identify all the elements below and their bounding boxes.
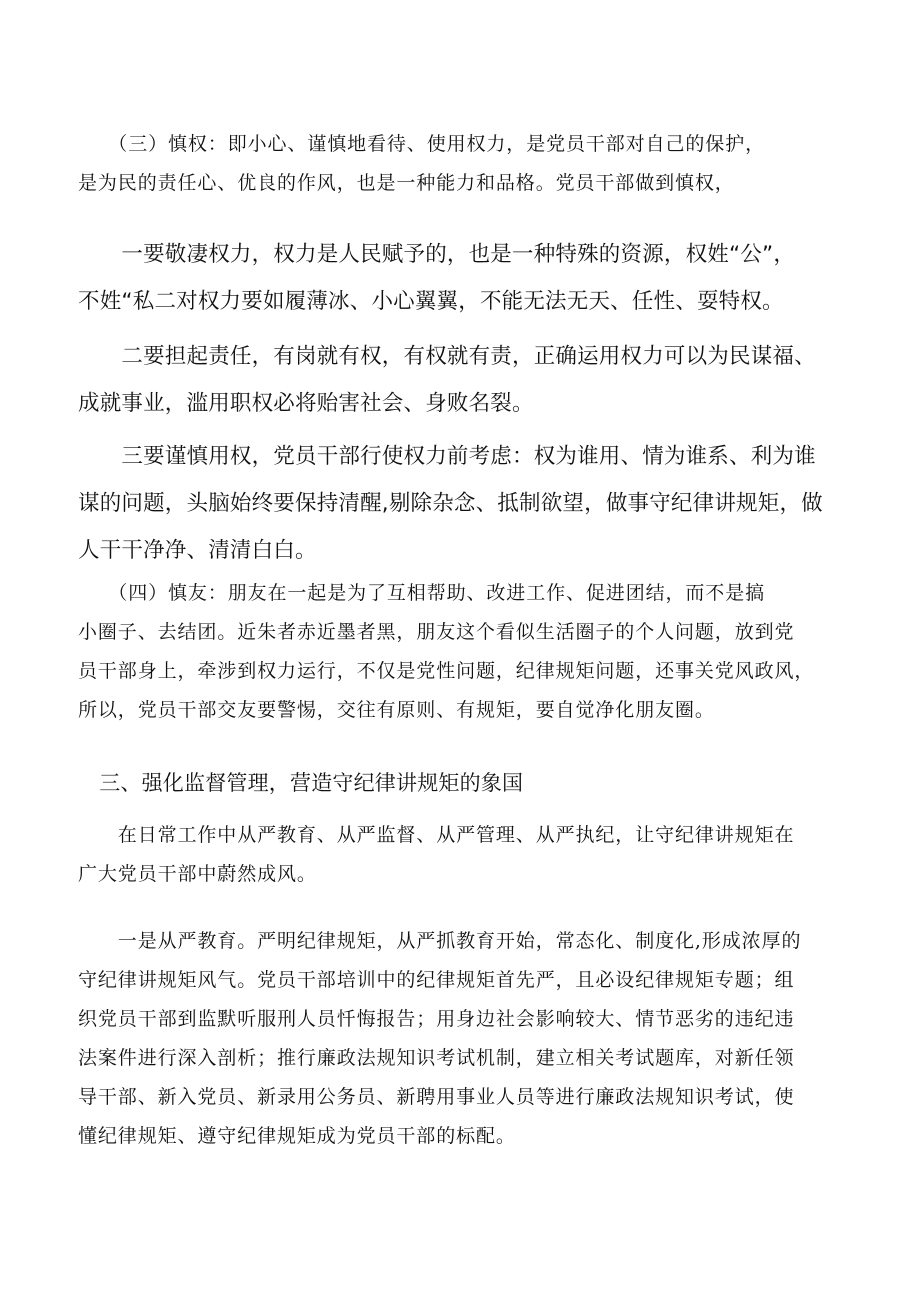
paragraph-strict-education: 一是从严教育。严明纪律规矩，从严抓教育开始，常态化、制度化,形成浓厚的 守纪律讲规矩风气。党员干部培训中的纪律规矩首先严，且必设纪律规矩专题；组 织党员干部到监默听服刑人员忏悔报告；用身边社会影响较大、情节恶劣的违纪违 法案件进行深入剖析；推行廉政法规知识考试机制，建立相关考试题库，对新任领 导干部、新入党员、新录用公务员、新聘用事业人员等进行廉政法规知识考试，使 懂纪律规矩、遵守纪律规矩成为党员干部的标配。 bbox=[78, 930, 802, 1147]
paragraph-shenquan: （三）慎权：即小心、谨慎地看待、使用权力，是党员干部对自己的保护， 是为民的责任心、优良的作风，也是一种能力和品格。党员干部做到慎权， bbox=[78, 133, 766, 194]
paragraph-take-responsibility: 二要担起责任，有岗就有权，有权就有责，正确运用权力可以为民谋福、 成就事业，滥用职权必将贻害社会、身败名裂。 bbox=[78, 344, 816, 416]
paragraph-strict-measures: 在日常工作中从严教育、从严监督、从严管理、从严执纪，让守纪律讲规矩在 广大党员干部中蔚然成风。 bbox=[78, 824, 795, 885]
paragraph-shenyou: （四）慎友：朋友在一起是为了互相帮助、改进工作、促进团结，而不是搞 小圈子、去结团。近朱者赤近墨者黑，朋友这个看似生活圈子的个人问题，放到党 员干部身上，牵涉到权力运行，不仅是党性问题，纪律规矩问题，还事关党风政风， 所以，党员干部交友要警惕，交往有原则、有规矩，要自觉净化朋友圈。 bbox=[78, 582, 815, 721]
section-heading-3: 三、强化监督管理，营造守纪律讲规矩的象国 bbox=[78, 771, 524, 795]
paragraph-respect-power: 一要敬凄权力，权力是人民赋予的，也是一种特殊的资源，权姓“公”， 不姓“私二对权力要如履薄冰、小心翼翼，不能无法无天、任性、耍特权。 bbox=[78, 242, 796, 314]
paragraph-use-power-carefully: 三要谨慎用权，党员干部行使权力前考虑：权为谁用、情为谁系、利为谁 谋的问题，头脑始终要保持清醒,剔除杂念、抵制欲望，做事守纪律讲规矩，做 人干干净净、清清白白。 bbox=[78, 444, 823, 563]
